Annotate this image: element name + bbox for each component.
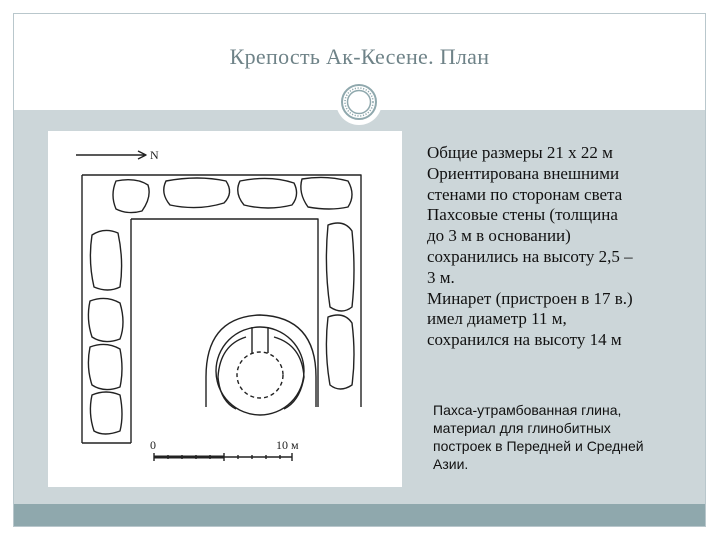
scale-start-label: 0 <box>150 438 156 452</box>
slide-title: Крепость Ак-Кесене. План <box>229 44 490 69</box>
note-line: построек в Передней и Средней <box>433 438 644 454</box>
minaret-core <box>237 352 283 398</box>
north-arrow <box>76 151 146 159</box>
description-line: имел диаметр 11 м, <box>427 309 567 329</box>
description-line: Пахсовые стены (толщина <box>427 205 618 225</box>
description-line: 3 м. <box>427 267 455 287</box>
plan-drawing <box>48 131 402 487</box>
note-block <box>433 401 693 473</box>
inner-wall <box>131 219 318 443</box>
north-label: N <box>150 148 159 162</box>
scale-end-label: 10 м <box>276 438 299 452</box>
ring-ornament-icon <box>335 78 383 126</box>
note-line: Пахса-утрамбованная глина, <box>433 402 622 418</box>
description-line: сохранились на высоту 2,5 – <box>427 246 633 266</box>
description-line: Минарет (пристроен в 17 в.) <box>427 288 633 308</box>
note-line: материал для глинобитных <box>433 420 611 436</box>
description-line: до 3 м в основании) <box>427 226 571 246</box>
fortress-plan <box>48 131 402 487</box>
description-line: Общие размеры 21 х 22 м <box>427 143 613 162</box>
minaret-ring <box>216 327 304 415</box>
description-line: стенами по сторонам света <box>427 184 623 204</box>
note-line: Азии. <box>433 456 469 472</box>
outer-wall <box>82 175 361 443</box>
description-line: Ориентирована внешними <box>427 163 620 183</box>
description-block <box>427 143 693 351</box>
description-line: сохранился на высоту 14 м <box>427 330 622 350</box>
